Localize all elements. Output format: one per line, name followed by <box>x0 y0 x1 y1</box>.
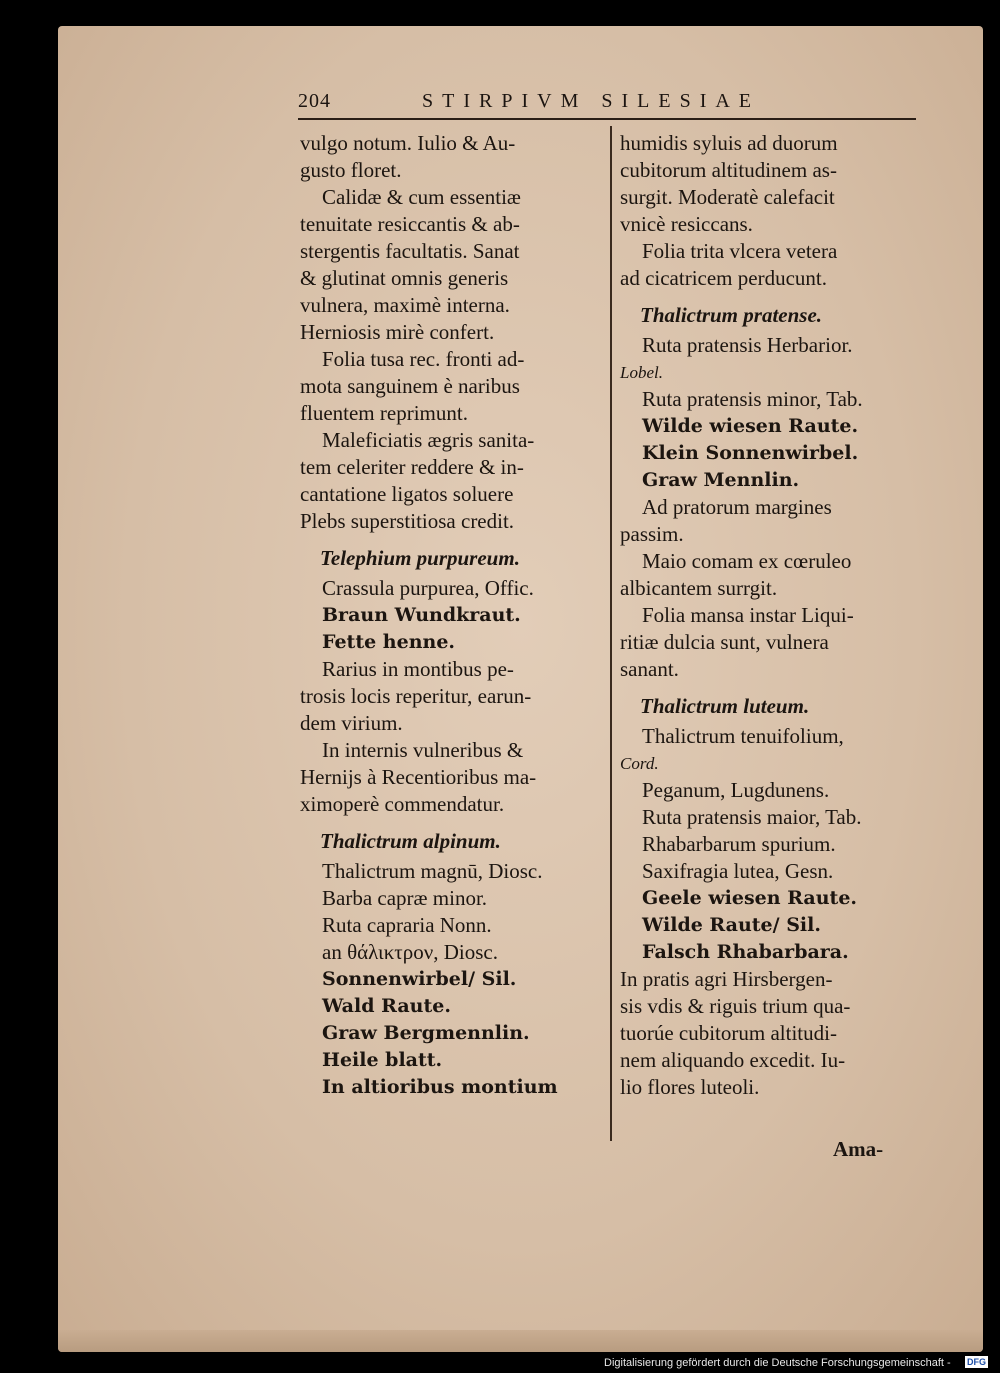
section-heading: Thalictrum pratense. <box>640 303 823 327</box>
text-line: albicantem surrgit. <box>620 576 778 600</box>
german-name: Wilde wiesen Raute. <box>642 415 859 437</box>
author-line: Lobel. <box>620 363 663 382</box>
synonym-line: Saxifragia lutea, Gesn. <box>642 859 834 883</box>
text-line: nem aliquando excedit. Iu- <box>620 1048 846 1072</box>
text-line: mota sanguinem è naribus <box>300 374 520 398</box>
german-name: Geele wiesen Raute. <box>642 887 858 909</box>
right-column <box>620 130 920 1101</box>
synonym-line: an θάλικτρον, Diosc. <box>322 940 498 964</box>
german-name: Klein Sonnenwirbel. <box>642 442 859 464</box>
text-line: tuorúe cubitorum altitudi- <box>620 1021 837 1045</box>
synonym-line: Ruta pratensis maior, Tab. <box>642 805 862 829</box>
text-line: In pratis agri Hirsbergen- <box>620 967 833 991</box>
column-divider <box>610 126 612 1141</box>
digitization-credit: Digitalisierung gefördert durch die Deutsche Forschungsgemeinschaft - <box>604 1357 951 1369</box>
text-line: humidis syluis ad duorum <box>620 131 838 155</box>
text-line: sanant. <box>620 657 679 681</box>
synonym-line: Peganum, Lugdunens. <box>642 778 830 802</box>
synonym-line: Ruta capraria Nonn. <box>322 913 492 937</box>
text-line: Ad pratorum margines <box>642 495 832 519</box>
text-line: Folia mansa instar Liqui- <box>642 603 854 627</box>
page-number: 204 <box>298 90 331 112</box>
text-line: Folia tusa rec. fronti ad- <box>322 347 525 371</box>
author-line: Cord. <box>620 754 659 773</box>
text-line: vulnera, maximè interna. <box>300 293 510 317</box>
german-name: Falsch Rhabarbara. <box>642 941 849 963</box>
text-line: In internis vulneribus & <box>322 738 524 762</box>
synonym-line: Barba capræ minor. <box>322 886 488 910</box>
text-line: gusto floret. <box>300 158 402 182</box>
text-line: stergentis facultatis. Sanat <box>300 239 520 263</box>
text-line: surgit. Moderatè calefacit <box>620 185 835 209</box>
dfg-logo: DFG <box>967 1357 986 1367</box>
text-line: cantatione ligatos soluere <box>300 482 514 506</box>
synonym-line: Crassula purpurea, Offic. <box>322 576 534 600</box>
text-line: & glutinat omnis generis <box>300 266 509 290</box>
synonym-line: Thalictrum magnū, Diosc. <box>322 859 543 883</box>
text-line: Maleficiatis ægris sanita- <box>322 428 535 452</box>
text-line: dem virium. <box>300 711 403 735</box>
text-line: Herniosis mirè confert. <box>300 320 495 344</box>
section-heading: Telephium purpureum. <box>320 546 520 570</box>
german-name: Graw Bergmennlin. <box>322 1022 530 1044</box>
text-line: sis vdis & riguis trium qua- <box>620 994 851 1018</box>
header-rule <box>298 118 916 120</box>
text-line: tenuitate resiccantis & ab- <box>300 212 520 236</box>
text-line: Rarius in montibus pe- <box>322 657 514 681</box>
german-name: Graw Mennlin. <box>642 469 800 491</box>
text-line: ximoperè commendatur. <box>300 792 505 816</box>
text-line: lio flores luteoli. <box>620 1075 760 1099</box>
text-line: Folia trita vlcera vetera <box>642 239 838 263</box>
text-line: passim. <box>620 522 684 546</box>
text-line: Maio comam ex cœruleo <box>642 549 852 573</box>
german-name: Heile blatt. <box>322 1049 443 1071</box>
text-line: vnicè resiccans. <box>620 212 753 236</box>
text-line: In altioribus montium <box>322 1076 558 1098</box>
catchword: Ama- <box>833 1137 884 1161</box>
synonym-line: Ruta pratensis Herbarior. <box>642 333 853 357</box>
synonym-line: Thalictrum tenuifolium, <box>642 724 844 748</box>
section-heading: Thalictrum alpinum. <box>320 829 501 853</box>
german-name: Braun Wundkraut. <box>322 604 521 626</box>
synonym-line: Rhabarbarum spurium. <box>642 832 836 856</box>
section-heading: Thalictrum luteum. <box>640 694 810 718</box>
german-name: Wald Raute. <box>322 995 451 1017</box>
text-line: cubitorum altitudinem as- <box>620 158 837 182</box>
text-line: tem celeriter reddere & in- <box>300 455 524 479</box>
text-line: Plebs superstitiosa credit. <box>300 509 515 533</box>
synonym-line: Ruta pratensis minor, Tab. <box>642 387 863 411</box>
left-column <box>300 130 602 1101</box>
text-line: Calidæ & cum essentiæ <box>322 185 521 209</box>
page-edge <box>58 1330 983 1352</box>
running-title: STIRPIVM SILESIAE <box>422 90 761 112</box>
german-name: Sonnenwirbel/ Sil. <box>322 968 517 990</box>
text-line: ritiæ dulcia sunt, vulnera <box>620 630 829 654</box>
text-line: fluentem reprimunt. <box>300 401 468 425</box>
german-name: Fette henne. <box>322 631 456 653</box>
text-line: vulgo notum. Iulio & Au- <box>300 131 516 155</box>
text-line: ad cicatricem perducunt. <box>620 266 827 290</box>
text-line: Hernijs à Recentioribus ma- <box>300 765 537 789</box>
german-name: Wilde Raute/ Sil. <box>642 914 821 936</box>
text-line: trosis locis reperitur, earun- <box>300 684 532 708</box>
